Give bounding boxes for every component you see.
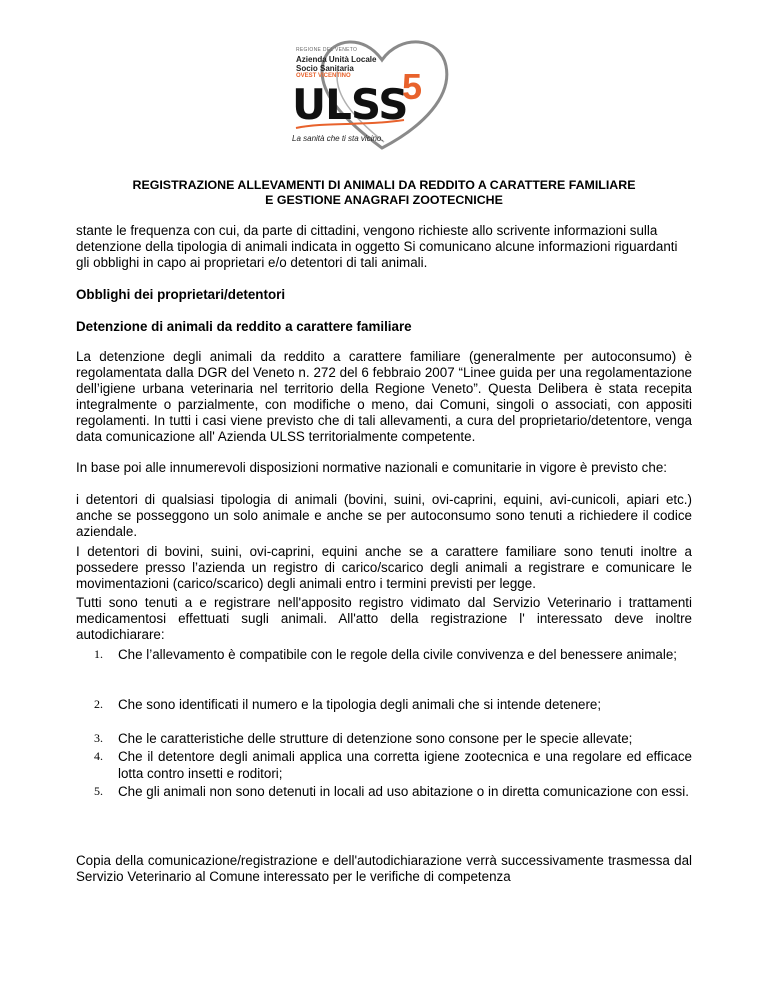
list-item-number: 2. [94,697,103,711]
closing-paragraph: Copia della comunicazione/registrazione e dell'autodichiarazione verrà successivamente trasmessa dal Servizio Veterinario al Comune interessato per le verifiche di competenza [76,853,692,884]
heading-obblighi: Obblighi dei proprietari/detentori [76,287,286,302]
paragraph-codice-aziendale: i detentori di qualsiasi tipologia di animali (bovini, suini, ovi-caprini, equini, avi-cunicoli, apiari etc.) anche se posseggono un solo animale e anche se per autoconsumo sono tenuti a richiedere il codice aziendale. [76,492,692,539]
list-item-text: Che l’allevamento è compatibile con le regole della civile convivenza e del benessere animale; [118,647,678,662]
list-item-number: 1. [94,647,103,661]
intro-paragraph: stante le frequenza con cui, da parte di cittadini, vengono richieste allo scrivente informazioni sulla detenzione della tipologia di animali indicata in oggetto Si comunicano alcune informazioni riguardanti gli obblighi in capo ai proprietari e/o detentori di tali animali. [76,223,678,270]
logo-line2: Socio Sanitaria [296,64,354,73]
paragraph-regolamentazione: La detenzione degli animali da reddito a carattere familiare (generalmente per autoconsumo) è regolamentata dalla DGR del Veneto n. 272 del 6 febbraio 2007 “Linee guida per una regolamentazione dell’igiene urbana veterinaria nel territorio della Regione Veneto”. Questa Delibera è stata recepita integralmente o parzialmente, con modifiche o meno, dai Comuni, singoli o associati, con appositi regolamenti. In tutti i casi viene previsto che di tali allevamenti, a cura del proprietario/detentore, venga data comunicazione all' Azienda ULSS territorialmente competente. [76,349,692,444]
logo-region: REGIONE DEL VENETO [296,47,358,53]
list-item-text: Che sono identificati il numero e la tipologia degli animali che si intende detenere; [118,697,602,712]
list-item-text: Che il detentore degli animali applica una corretta igiene zootecnica e una regolare ed efficace lotta contro insetti e roditori; [118,749,692,781]
logo-line3: OVEST VICENTINO [296,73,351,79]
title-line1: REGISTRAZIONE ALLEVAMENTI DI ANIMALI DA REDDITO A CARATTERE FAMILIARE [132,178,636,192]
paragraph-disposizioni: In base poi alle innumerevoli disposizioni normative nazionali e comunitarie in vigore è previsto che: [76,460,667,475]
title-line2: E GESTIONE ANAGRAFI ZOOTECNICHE [265,193,503,207]
list-item-number: 5. [94,784,103,798]
paragraph-trattamenti: Tutti sono tenuti a e registrare nell'apposito registro vidimato dal Servizio Veterinario i trattamenti medicamentosi effettuati sugli animali. All'atto della registrazione l' interessato deve inoltre autodichiarare: [76,595,692,642]
logo-line1: Azienda Unità Locale [296,55,377,64]
ulss-logo [284,30,454,160]
logo-brand: ULSS [292,80,408,129]
list-item-number: 3. [94,731,103,745]
heading-detenzione: Detenzione di animali da reddito a carattere familiare [76,319,412,334]
logo-tagline: La sanità che ti sta vicino. [292,134,384,143]
list-item-number: 4. [94,749,103,763]
logo-number: 5 [402,66,423,107]
list-item-text: Che le caratteristiche delle strutture di detenzione sono consone per le specie allevate; [118,731,633,746]
list-item-text: Che gli animali non sono detenuti in locali ad uso abitazione o in diretta comunicazione con essi. [118,784,689,799]
paragraph-registro: I detentori di bovini, suini, ovi-caprini, equini anche se a carattere familiare sono tenuti inoltre a possedere presso l’azienda un registro di carico/scarico degli animali a registrare e comunicare le movimentazioni (carico/scarico) degli animali entro i termini previsti per legge. [76,544,692,591]
